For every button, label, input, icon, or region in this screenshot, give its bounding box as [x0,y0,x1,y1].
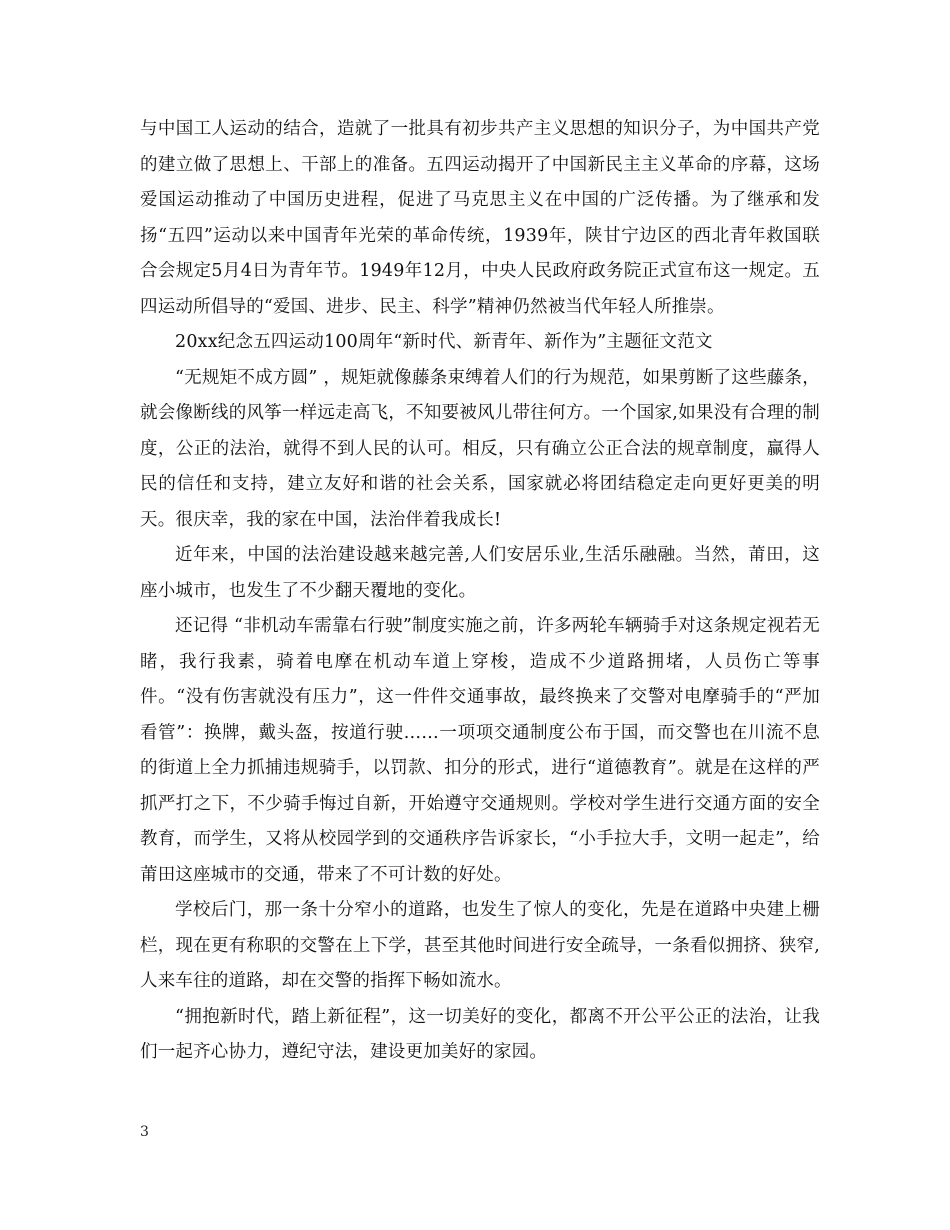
paragraph-traffic-rules: 还记得 “非机动车需靠右行驶”制度实施之前，许多两轮车辆骑手对这条规定视若无睹，我行我素，骑着电摩在机动车道上穿梭，造成不少道路拥堵，人员伤亡等事件。“没有伤害就没有压力”，这一件件交通事故，最终换来了交警对电摩骑手的“严加看管”：换牌，戴头盔，按道行驶……一项项交通制度公布于国，而交警也在川流不息的街道上全力抓捕违规骑手，以罚款、扣分的形式，进行“道德教育”。就是在这样的严抓严打之下，不少骑手悔过自新，开始遵守交通规则。学校对学生进行交通方面的安全教育，而学生，又将从校园学到的交通秩序告诉家长，“小手拉大手，文明一起走”，给莆田这座城市的交通，带来了不可计数的好处。 [140,616,820,885]
paragraph-school-road: 学校后门，那一条十分窄小的道路，也发生了惊人的变化，先是在道路中央建上栅栏，现在更有称职的交警在上下学，甚至其他时间进行安全疏导，一条看似拥挤、狭窄,人来车往的道路，却在交警的指挥下畅如流水。 [140,900,820,991]
page-number: 3 [140,1124,149,1140]
paragraph-conclusion: “拥抱新时代，踏上新征程”，这一切美好的变化，都离不开公平公正的法治，让我们一起齐心协力，遵纪守法，建设更加美好的家园。 [140,1006,820,1062]
document-body [140,112,820,1071]
paragraph-rules: “无规矩不成方圆” ，规矩就像藤条束缚着人们的行为规范，如果剪断了这些藤条，就会像断线的风筝一样远走高飞，不知要被风儿带往何方。一个国家,如果没有合理的制度，公正的法治，就得不到人民的认可。相反，只有确立公正合法的规章制度，赢得人民的信任和支持，建立友好和谐的社会关系，国家就必将团结稳定走向更好更美的明天。很庆幸，我的家在中国，法治伴着我成长! [140,367,820,530]
paragraph-intro-continuation: 与中国工人运动的结合，造就了一批具有初步共产主义思想的知识分子，为中国共产党的建立做了思想上、干部上的准备。五四运动揭开了中国新民主主义革命的序幕，这场爱国运动推动了中国历史进程，促进了马克思主义在中国的广泛传播。为了继承和发扬“五四”运动以来中国青年光荣的革命传统，1939年，陕甘宁边区的西北青年救国联合会规定5月4日为青年节。1949年12月，中央人民政府政务院正式宣布这一规定。五四运动所倡导的“爱国、进步、民主、科学”精神仍然被当代年轻人所推崇。 [140,119,820,317]
essay-heading: 20xx纪念五四运动100周年“新时代、新青年、新作为”主题征文范文 [175,332,713,352]
paragraph-recent-years: 近年来，中国的法治建设越来越完善,人们安居乐业,生活乐融融。当然，莆田，这座小城市，也发生了不少翻天覆地的变化。 [140,545,820,601]
